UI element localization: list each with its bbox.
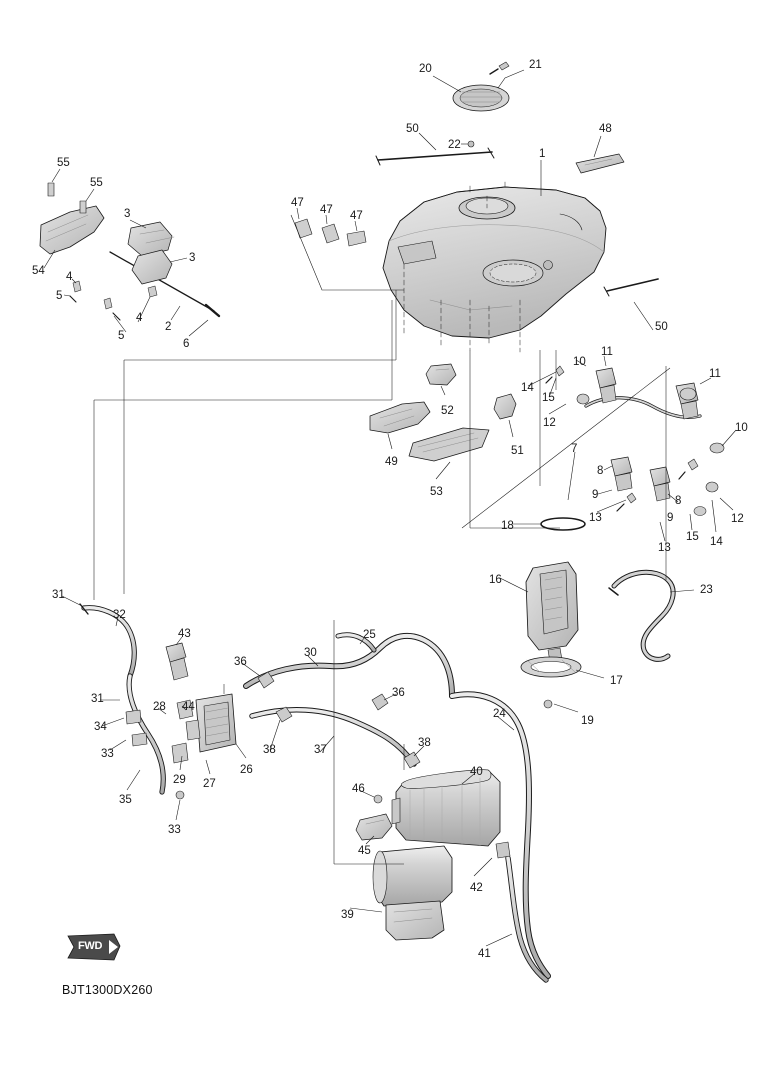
callout-21: 21: [529, 59, 542, 71]
callout-19: 19: [581, 715, 594, 727]
callout-54: 54: [32, 265, 45, 277]
callout-8-b: 8: [675, 495, 682, 507]
callout-24: 24: [493, 708, 506, 720]
callout-9-b: 9: [667, 512, 674, 524]
callout-12-b: 12: [731, 513, 744, 525]
part-16-fuel-pump: [526, 562, 578, 662]
callout-55-b: 55: [90, 177, 103, 189]
part-51: [494, 394, 516, 419]
part-39-canister: [373, 846, 452, 940]
fuel-rail-assembly: [546, 366, 724, 516]
callout-53: 53: [430, 486, 443, 498]
callout-12-a: 12: [543, 417, 556, 429]
callout-47-a: 47: [291, 197, 304, 209]
callout-39: 39: [341, 909, 354, 921]
callout-3-a: 3: [124, 208, 131, 220]
callout-30: 30: [304, 647, 317, 659]
part-21: [490, 62, 509, 74]
part-19: [544, 700, 552, 708]
part-49: [370, 402, 430, 433]
callout-6: 6: [183, 338, 190, 350]
callout-22: 22: [448, 139, 461, 151]
callout-9-a: 9: [592, 489, 599, 501]
callout-18: 18: [501, 520, 514, 532]
part-52: [426, 364, 456, 385]
leader-lines: [44, 70, 736, 946]
callout-40: 40: [470, 766, 483, 778]
callout-20: 20: [419, 63, 432, 75]
callout-25: 25: [363, 629, 376, 641]
callout-16: 16: [489, 574, 502, 586]
callout-47-b: 47: [320, 204, 333, 216]
callout-5-b: 5: [118, 330, 125, 342]
fwd-direction-badge: [66, 932, 122, 962]
part-48: [576, 154, 624, 173]
callout-31-b: 31: [91, 693, 104, 705]
callout-10-a: 10: [573, 356, 586, 368]
callout-1: 1: [539, 148, 546, 160]
callout-50-a: 50: [406, 123, 419, 135]
callout-29: 29: [173, 774, 186, 786]
callout-35: 35: [119, 794, 132, 806]
part-45: [356, 795, 392, 840]
callout-32: 32: [113, 609, 126, 621]
callout-27: 27: [203, 778, 216, 790]
callout-14-b: 14: [710, 536, 723, 548]
callout-15-a: 15: [542, 392, 555, 404]
callout-10-b: 10: [735, 422, 748, 434]
part-50-rod-right: [604, 279, 658, 296]
callout-33-b: 33: [168, 824, 181, 836]
callout-36-b: 36: [392, 687, 405, 699]
callout-36-a: 36: [234, 656, 247, 668]
callout-15-b: 15: [686, 531, 699, 543]
callout-50-b: 50: [655, 321, 668, 333]
callout-44: 44: [182, 701, 195, 713]
part-23: [609, 572, 673, 659]
part-53: [409, 428, 489, 461]
callout-47-c: 47: [350, 210, 363, 222]
callout-4-a: 4: [66, 271, 73, 283]
part-20: [453, 85, 509, 111]
callout-13-b: 13: [658, 542, 671, 554]
part-50-rod-top: [376, 148, 494, 165]
callout-41: 41: [478, 948, 491, 960]
callout-55-a: 55: [57, 157, 70, 169]
callout-13-a: 13: [589, 512, 602, 524]
callout-2: 2: [165, 321, 172, 333]
callout-52: 52: [441, 405, 454, 417]
callout-33-a: 33: [101, 748, 114, 760]
callout-4-b: 4: [136, 312, 143, 324]
fuel-tank-part: [383, 182, 606, 338]
callout-8-a: 8: [597, 465, 604, 477]
callout-34: 34: [94, 721, 107, 733]
fwd-label: FWD: [78, 940, 103, 952]
callout-23: 23: [700, 584, 713, 596]
callout-51: 51: [511, 445, 524, 457]
part-40-filter: [392, 770, 510, 858]
callout-37: 37: [314, 744, 327, 756]
callout-45: 45: [358, 845, 371, 857]
callout-31-a: 31: [52, 589, 65, 601]
callout-49: 49: [385, 456, 398, 468]
callout-43: 43: [178, 628, 191, 640]
callout-38-b: 38: [418, 737, 431, 749]
callout-28: 28: [153, 701, 166, 713]
callout-42: 42: [470, 882, 483, 894]
callout-5-a: 5: [56, 290, 63, 302]
callout-26: 26: [240, 764, 253, 776]
part-22: [468, 141, 474, 147]
callout-17: 17: [610, 675, 623, 687]
callout-7: 7: [571, 443, 578, 455]
callout-14-a: 14: [521, 382, 534, 394]
callout-46: 46: [352, 783, 365, 795]
callout-11-b: 11: [709, 368, 721, 380]
callout-11-a: 11: [601, 346, 613, 358]
diagram-code: BJT1300DX260: [62, 983, 153, 997]
part-17: [521, 657, 581, 677]
callout-3-b: 3: [189, 252, 196, 264]
callout-48: 48: [599, 123, 612, 135]
callout-38-a: 38: [263, 744, 276, 756]
